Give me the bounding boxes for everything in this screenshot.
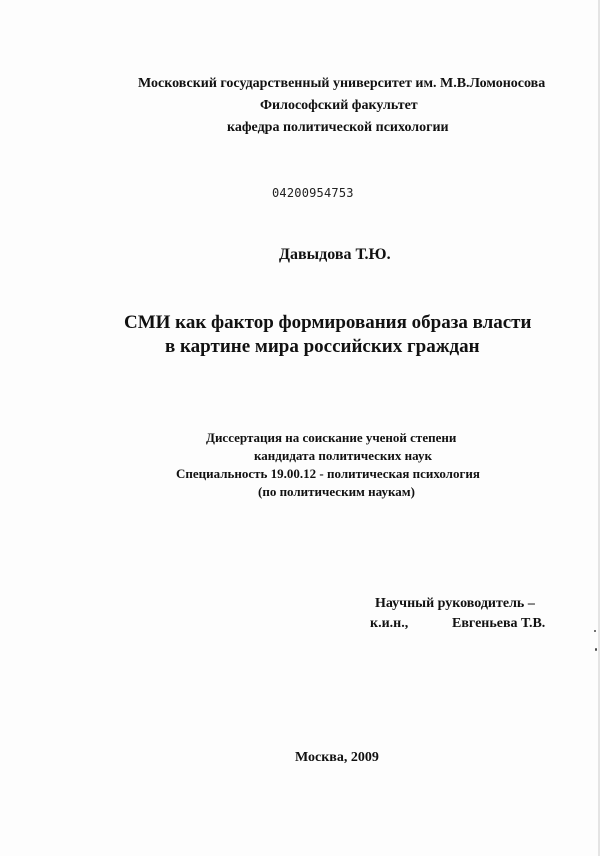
thesis-title-line-1: СМИ как фактор формирования образа власти — [124, 312, 532, 333]
supervisor-name: Евгеньева Т.В. — [452, 616, 546, 631]
supervisor-label: Научный руководитель – — [375, 596, 535, 611]
catalog-number-stamp: 04200954753 — [272, 186, 354, 200]
university-name: Московский государственный университет им. М.В.Ломоносова — [138, 76, 546, 91]
dissertation-line-2: кандидата политических наук — [254, 448, 432, 463]
thesis-title-line-2: в картине мира российских граждан — [165, 336, 480, 357]
author-name: Давыдова Т.Ю. — [279, 246, 391, 263]
city-year: Москва, 2009 — [295, 750, 379, 765]
dissertation-line-1: Диссертация на соискание ученой степени — [206, 430, 457, 445]
dissertation-specialty: Специальность 19.00.12 - политическая психология — [176, 466, 480, 481]
scan-speck — [594, 630, 596, 632]
faculty-name: Философский факультет — [260, 98, 418, 113]
supervisor-degree: к.и.н., — [370, 616, 409, 631]
department-name: кафедра политической психологии — [227, 120, 449, 135]
dissertation-line-4: (по политическим наукам) — [258, 484, 415, 499]
scan-speck — [595, 648, 597, 651]
